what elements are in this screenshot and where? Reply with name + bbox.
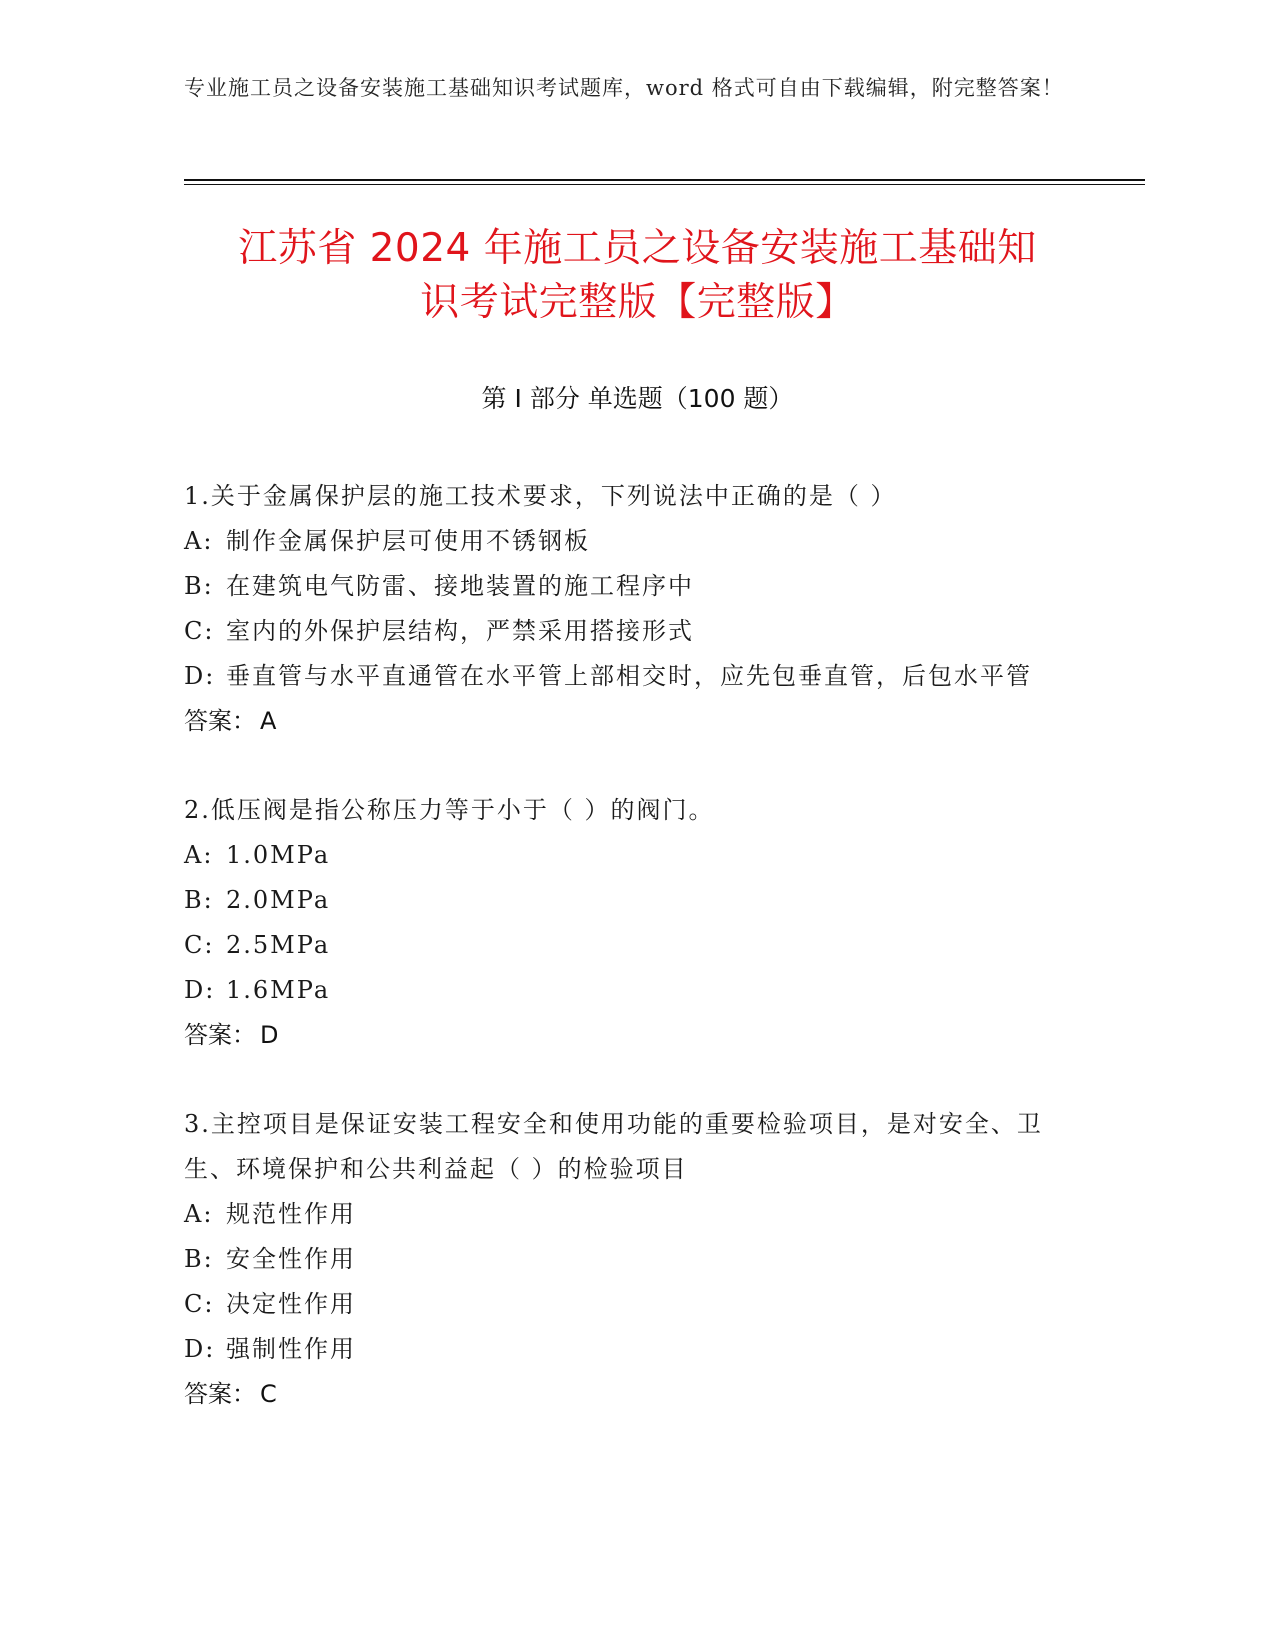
option-b bbox=[184, 878, 1064, 923]
option-text: 在建筑电气防雷、接地装置的施工程序中 bbox=[226, 572, 694, 600]
question-3 bbox=[184, 1102, 1064, 1417]
option-key: A: bbox=[184, 1200, 214, 1228]
option-text: 垂直管与水平直通管在水平管上部相交时，应先包垂直管，后包水平管 bbox=[226, 662, 1032, 690]
option-d bbox=[184, 968, 1064, 1013]
option-key: B: bbox=[184, 1245, 214, 1273]
option-text: 强制性作用 bbox=[226, 1335, 356, 1363]
option-text: 2.5MPa bbox=[226, 931, 331, 959]
document-title-line-2: 识考试完整版【完整版】 bbox=[420, 280, 855, 325]
answer-label: 答案： bbox=[184, 707, 256, 735]
question-list bbox=[184, 474, 1064, 1461]
option-b bbox=[184, 564, 1064, 609]
option-text: 规范性作用 bbox=[226, 1200, 356, 1228]
question-stem: 1.关于金属保护层的施工技术要求，下列说法中正确的是（ ） bbox=[184, 482, 897, 510]
header-divider-thick bbox=[184, 179, 1145, 181]
option-d bbox=[184, 1327, 1064, 1372]
answer-label: 答案： bbox=[184, 1380, 256, 1408]
question-1 bbox=[184, 474, 1064, 744]
option-key: A: bbox=[184, 527, 214, 555]
section-heading: 第 I 部分 单选题（100 题） bbox=[481, 384, 794, 413]
option-text: 1.0MPa bbox=[226, 841, 331, 869]
option-d bbox=[184, 654, 1064, 699]
option-key: C: bbox=[184, 931, 215, 959]
option-c bbox=[184, 923, 1064, 968]
option-a bbox=[184, 833, 1064, 878]
option-key: D: bbox=[184, 1335, 216, 1363]
option-text: 1.6MPa bbox=[226, 976, 331, 1004]
document-title bbox=[150, 222, 1125, 330]
question-2 bbox=[184, 788, 1064, 1058]
answer-line bbox=[184, 699, 1064, 744]
option-text: 室内的外保护层结构，严禁采用搭接形式 bbox=[226, 617, 694, 645]
document-title-line-1: 江苏省 2024 年施工员之设备安装施工基础知 bbox=[238, 226, 1037, 271]
option-text: 决定性作用 bbox=[226, 1290, 356, 1318]
header-note: 专业施工员之设备安装施工基础知识考试题库，word 格式可自由下载编辑，附完整答案！ bbox=[184, 76, 1064, 100]
option-key: C: bbox=[184, 617, 215, 645]
option-key: D: bbox=[184, 662, 216, 690]
option-a bbox=[184, 1192, 1064, 1237]
question-stem: 3.主控项目是保证安装工程安全和使用功能的重要检验项目，是对安全、卫生、环境保护和公共利益起（ ）的检验项目 bbox=[184, 1110, 1043, 1183]
answer-value: C bbox=[260, 1380, 277, 1408]
option-key: B: bbox=[184, 886, 214, 914]
option-key: B: bbox=[184, 572, 214, 600]
option-text: 2.0MPa bbox=[226, 886, 331, 914]
option-text: 安全性作用 bbox=[226, 1245, 356, 1273]
option-c bbox=[184, 609, 1064, 654]
option-text: 制作金属保护层可使用不锈钢板 bbox=[226, 527, 590, 555]
header-divider-thin bbox=[184, 184, 1145, 185]
option-key: A: bbox=[184, 841, 214, 869]
option-key: D: bbox=[184, 976, 216, 1004]
option-key: C: bbox=[184, 1290, 215, 1318]
answer-line bbox=[184, 1013, 1064, 1058]
option-b bbox=[184, 1237, 1064, 1282]
question-stem: 2.低压阀是指公称压力等于小于（ ）的阀门。 bbox=[184, 796, 715, 824]
option-a bbox=[184, 519, 1064, 564]
answer-line bbox=[184, 1372, 1064, 1417]
answer-value: A bbox=[260, 707, 277, 735]
answer-label: 答案： bbox=[184, 1021, 256, 1049]
option-c bbox=[184, 1282, 1064, 1327]
answer-value: D bbox=[260, 1021, 279, 1049]
